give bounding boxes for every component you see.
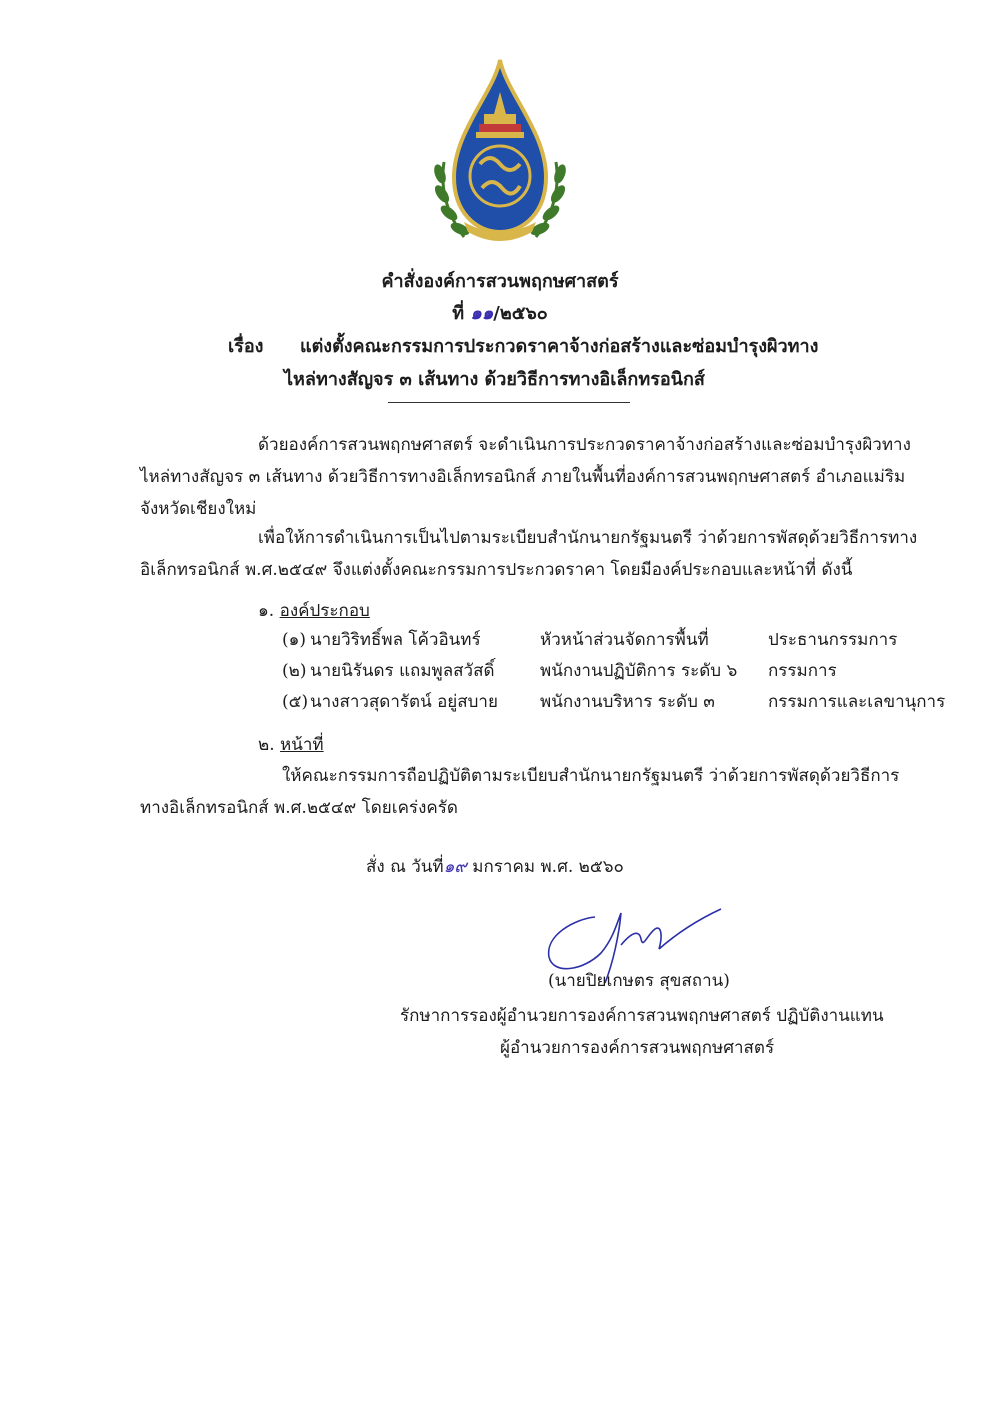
member-3-number: (๕): [282, 692, 309, 712]
member-3-role: กรรมการและเลขานุการ: [768, 692, 946, 712]
member-1-position: หัวหน้าส่วนจัดการพื้นที่: [540, 630, 709, 650]
member-1-number: (๑): [282, 630, 307, 650]
order-date-suffix: มกราคม พ.ศ. ๒๕๖๐: [472, 857, 624, 877]
duty-line-2: ทางอิเล็กทรอนิกส์ พ.ศ.๒๕๔๙ โดยเคร่งครัด: [140, 798, 458, 818]
section-2-number: ๒.: [258, 735, 275, 755]
subject-label: เรื่อง: [228, 336, 264, 357]
member-2-position: พนักงานปฏิบัติการ ระดับ ๖: [540, 661, 738, 681]
order-number-prefix: ที่: [452, 303, 465, 324]
paragraph-1-line-1: ด้วยองค์การสวนพฤกษศาสตร์ จะดำเนินการประกวดราคาจ้างก่อสร้างและซ่อมบำรุงผิวทาง: [258, 435, 911, 455]
signatory-title-line-2: ผู้อำนวยการองค์การสวนพฤกษศาสตร์: [500, 1038, 775, 1058]
paragraph-2-line-2: อิเล็กทรอนิกส์ พ.ศ.๒๕๔๙ จึงแต่งตั้งคณะกรรมการประกวดราคา โดยมีองค์ประกอบและหน้าที่ ดังนี้: [140, 560, 853, 580]
paragraph-1-line-2: ไหล่ทางสัญจร ๓ เส้นทาง ด้วยวิธีการทางอิเล็กทรอนิกส์ ภายในพื้นที่องค์การสวนพฤกษศาสตร์ อำเภอแม่ริม: [140, 467, 906, 487]
member-1-role: ประธานกรรมการ: [768, 630, 898, 650]
member-2-role: กรรมการ: [768, 661, 837, 681]
order-number: [0, 298, 1000, 327]
order-number-handwritten: ๑๑: [470, 303, 494, 324]
member-2-name: นายนิรันดร แถมพูลสวัสดิ์: [310, 661, 495, 681]
member-3-name: นางสาวสุดารัตน์ อยู่สบาย: [310, 692, 498, 712]
paragraph-1-line-3: จังหวัดเชียงใหม่: [140, 499, 257, 519]
section-1-title: องค์ประกอบ: [279, 601, 370, 621]
header-divider: [388, 402, 630, 403]
document-title: คำสั่งองค์การสวนพฤกษศาสตร์: [381, 271, 619, 292]
member-2-number: (๒): [282, 661, 307, 681]
emblem-logo: [424, 52, 576, 252]
subject-line-2: ไหล่ทางสัญจร ๓ เส้นทาง ด้วยวิธีการทางอิเล็กทรอนิกส์: [284, 369, 705, 390]
member-3-position: พนักงานบริหาร ระดับ ๓: [540, 692, 715, 712]
order-date: [366, 853, 624, 880]
duty-line-1: ให้คณะกรรมการถือปฏิบัติตามระเบียบสำนักนายกรัฐมนตรี ว่าด้วยการพัสดุด้วยวิธีการ: [282, 766, 900, 786]
order-number-suffix: /๒๕๖๐: [493, 303, 548, 324]
member-1-name: นายวิริทธิ์พล โค้วอินทร์: [310, 630, 481, 650]
signatory-title-line-1: รักษาการรองผู้อำนวยการองค์การสวนพฤกษศาสตร์ ปฏิบัติงานแทน: [400, 1006, 884, 1026]
section-1-heading: [258, 597, 370, 624]
section-2-heading: [258, 731, 324, 758]
subject-line-1: แต่งตั้งคณะกรรมการประกวดราคาจ้างก่อสร้างและซ่อมบำรุงผิวทาง: [300, 336, 819, 357]
paragraph-2-line-1: เพื่อให้การดำเนินการเป็นไปตามระเบียบสำนักนายกรัฐมนตรี ว่าด้วยการพัสดุด้วยวิธีการทาง: [258, 528, 918, 548]
section-1-number: ๑.: [258, 601, 275, 621]
signatory-name: (นายปิยเกษตร สุขสถาน): [548, 971, 730, 991]
section-2-title: หน้าที่: [280, 735, 324, 755]
monogram-icon: [470, 146, 530, 206]
order-date-day-handwritten: ๑๙: [443, 857, 467, 877]
order-date-prefix: สั่ง ณ วันที่: [366, 857, 444, 877]
